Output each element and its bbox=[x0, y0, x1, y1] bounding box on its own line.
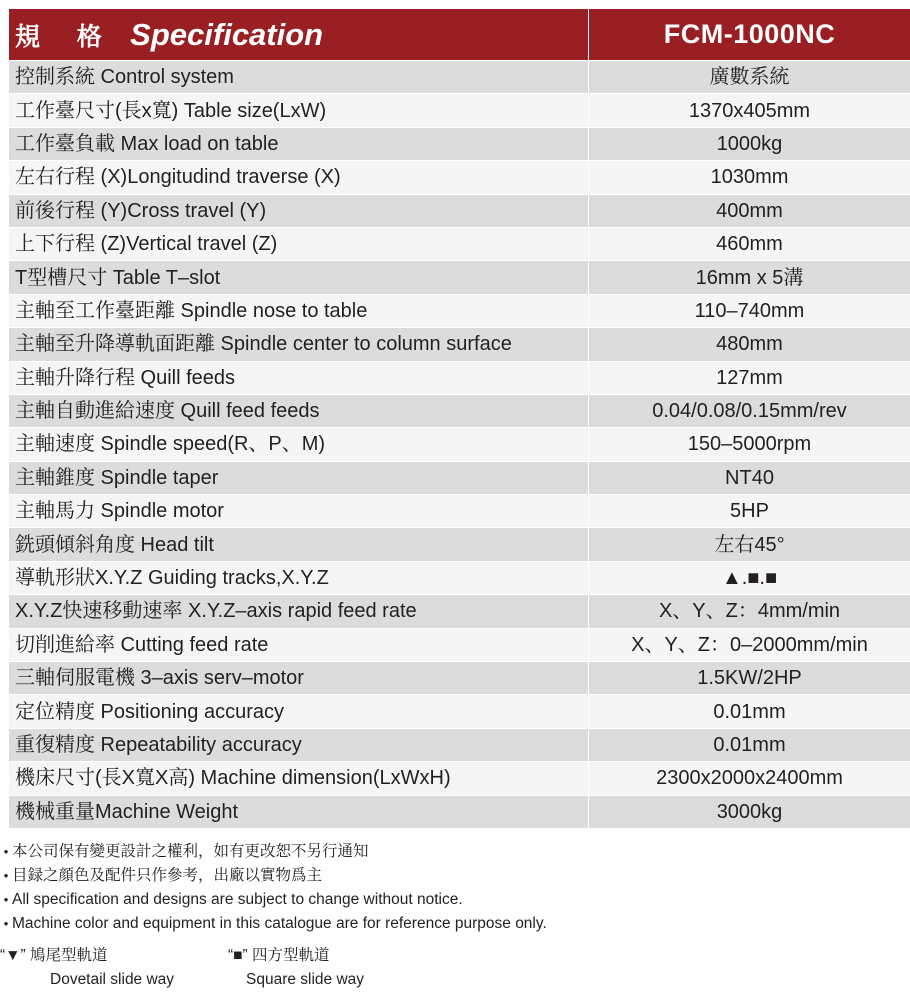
spec-value: 1370x405mm bbox=[589, 94, 910, 127]
spec-value: 2300x2000x2400mm bbox=[589, 762, 910, 795]
spec-value: 110–740mm bbox=[589, 294, 910, 327]
dovetail-symbol: “▼” 鳩尾型軌道 bbox=[0, 947, 108, 964]
table-row bbox=[9, 261, 910, 294]
note-line: • 本公司保有變更設計之權利，如有更改恕不另行通知 bbox=[0, 840, 900, 864]
spec-value: 0.01mm bbox=[589, 695, 910, 728]
table-row bbox=[9, 795, 910, 828]
bullet-icon: • bbox=[3, 868, 9, 883]
spec-value: 1.5KW/2HP bbox=[589, 662, 910, 695]
note-line: • All specification and designs are subject to change without notice. bbox=[0, 888, 900, 912]
table-row bbox=[9, 461, 910, 494]
legend-dovetail bbox=[0, 944, 174, 992]
table-row bbox=[9, 495, 910, 528]
table-row bbox=[9, 328, 910, 361]
spec-label: 左右行程 (X)Longitudind traverse (X) bbox=[9, 161, 589, 194]
spec-value: NT40 bbox=[589, 461, 910, 494]
spec-value: 480mm bbox=[589, 328, 910, 361]
header-title-en: Specification bbox=[130, 16, 324, 52]
bullet-icon: • bbox=[3, 892, 9, 907]
legend-square-en: Square slide way bbox=[246, 971, 365, 988]
spec-label: 前後行程 (Y)Cross travel (Y) bbox=[9, 194, 589, 227]
spec-label: 主軸速度 Spindle speed(R、P、M) bbox=[9, 428, 589, 461]
spec-value: 5HP bbox=[589, 495, 910, 528]
spec-label: X.Y.Z快速移動速率 X.Y.Z–axis rapid feed rate bbox=[9, 595, 589, 628]
spec-label: 主軸錐度 Spindle taper bbox=[9, 461, 589, 494]
table-header-row bbox=[9, 9, 910, 61]
table-row bbox=[9, 194, 910, 227]
note-line: • 目録之顔色及配件只作參考，出廠以實物爲主 bbox=[0, 864, 900, 888]
spec-label: 主軸至工作臺距離 Spindle nose to table bbox=[9, 294, 589, 327]
spec-value: 16mm x 5溝 bbox=[589, 261, 910, 294]
header-title-cell bbox=[9, 9, 589, 61]
spec-value: 左右45° bbox=[589, 528, 910, 561]
spec-value: ▲.■.■ bbox=[589, 561, 910, 594]
table-row bbox=[9, 428, 910, 461]
spec-value: 400mm bbox=[589, 194, 910, 227]
table-row bbox=[9, 361, 910, 394]
table-row bbox=[9, 662, 910, 695]
spec-value: 150–5000rpm bbox=[589, 428, 910, 461]
spec-label: 控制系統 Control system bbox=[9, 61, 589, 94]
spec-value: 460mm bbox=[589, 227, 910, 260]
spec-label: 機械重量Machine Weight bbox=[9, 795, 589, 828]
table-row bbox=[9, 94, 910, 127]
table-row bbox=[9, 628, 910, 661]
spec-label: 切削進給率 Cutting feed rate bbox=[9, 628, 589, 661]
table-row bbox=[9, 728, 910, 761]
spec-label: T型槽尺寸 Table T–slot bbox=[9, 261, 589, 294]
spec-value: 0.01mm bbox=[589, 728, 910, 761]
spec-value: 0.04/0.08/0.15mm/rev bbox=[589, 394, 910, 427]
table-row bbox=[9, 227, 910, 260]
spec-label: 三軸伺服電機 3–axis serv–motor bbox=[9, 662, 589, 695]
table-row bbox=[9, 127, 910, 160]
table-row bbox=[9, 595, 910, 628]
table-row bbox=[9, 61, 910, 94]
spec-label: 工作臺尺寸(長x寬) Table size(LxW) bbox=[9, 94, 589, 127]
spec-value: 127mm bbox=[589, 361, 910, 394]
table-row bbox=[9, 695, 910, 728]
spec-label: 銑頭傾斜角度 Head tilt bbox=[9, 528, 589, 561]
spec-label: 主軸至升降導軌面距離 Spindle center to column surface bbox=[9, 328, 589, 361]
spec-label: 主軸馬力 Spindle motor bbox=[9, 495, 589, 528]
spec-label: 上下行程 (Z)Vertical travel (Z) bbox=[9, 227, 589, 260]
spec-value: 1000kg bbox=[589, 127, 910, 160]
spec-value: X、Y、Z：0–2000mm/min bbox=[589, 628, 910, 661]
spec-value: 1030mm bbox=[589, 161, 910, 194]
notes-section bbox=[0, 840, 900, 936]
square-symbol: “■” 四方型軌道 bbox=[228, 947, 330, 964]
table-row bbox=[9, 161, 910, 194]
spec-value: X、Y、Z：4mm/min bbox=[589, 595, 910, 628]
spec-label: 工作臺負載 Max load on table bbox=[9, 127, 589, 160]
header-title-zh: 規 格 bbox=[15, 21, 116, 51]
table-row bbox=[9, 762, 910, 795]
specification-table bbox=[8, 8, 910, 829]
spec-label: 定位精度 Positioning accuracy bbox=[9, 695, 589, 728]
spec-label: 主軸自動進給速度 Quill feed feeds bbox=[9, 394, 589, 427]
spec-label: 重復精度 Repeatability accuracy bbox=[9, 728, 589, 761]
spec-value: 廣數系統 bbox=[589, 61, 910, 94]
bullet-icon: • bbox=[3, 844, 9, 859]
table-row bbox=[9, 561, 910, 594]
bullet-icon: • bbox=[3, 916, 9, 931]
table-row bbox=[9, 528, 910, 561]
spec-label: 主軸升降行程 Quill feeds bbox=[9, 361, 589, 394]
spec-label: 導軌形狀X.Y.Z Guiding tracks,X.Y.Z bbox=[9, 561, 589, 594]
table-row bbox=[9, 394, 910, 427]
header-model: FCM-1000NC bbox=[589, 9, 910, 61]
note-line: • Machine color and equipment in this catalogue are for reference purpose only. bbox=[0, 912, 900, 936]
legend-dovetail-en: Dovetail slide way bbox=[50, 971, 175, 988]
legend-square bbox=[228, 944, 364, 992]
spec-label: 機床尺寸(長X寬X高) Machine dimension(LxWxH) bbox=[9, 762, 589, 795]
table-row bbox=[9, 294, 910, 327]
spec-value: 3000kg bbox=[589, 795, 910, 828]
